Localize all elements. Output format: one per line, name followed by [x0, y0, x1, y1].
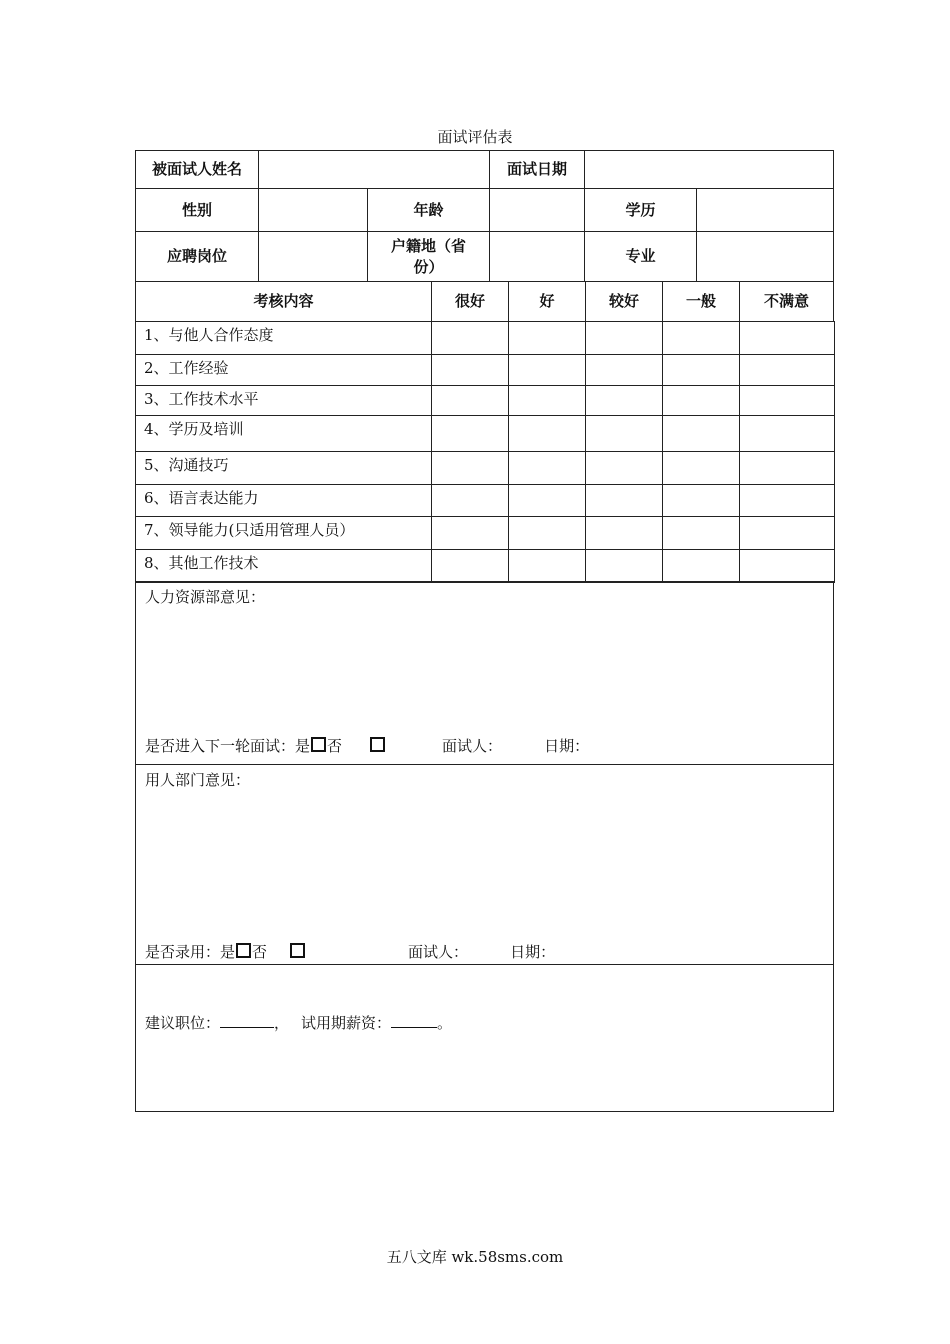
rating-cell[interactable]: [739, 321, 835, 355]
dept-no-checkbox[interactable]: [290, 943, 305, 958]
rating-cell[interactable]: [662, 549, 740, 583]
suggest-position-blank[interactable]: [220, 1015, 274, 1028]
rating-cell[interactable]: [508, 484, 586, 517]
rating-item-text: 8、其他工作技术: [144, 554, 259, 572]
page-title: 面试评估表: [437, 128, 513, 146]
label-major: [584, 231, 697, 282]
hr-opinion-label: 人力资源部意见：: [145, 588, 266, 606]
rating-item-text: 4、学历及培训: [144, 420, 244, 438]
rating-cell[interactable]: [508, 321, 586, 355]
rating-cell[interactable]: [508, 415, 586, 452]
rating-item-text: 3、工作技术水平: [144, 390, 259, 408]
rating-item-text: 6、语言表达能力: [144, 489, 259, 507]
suggest-comma: ，: [274, 1014, 290, 1032]
rating-cell[interactable]: [508, 354, 586, 386]
suggest-position-label: 建议职位：: [145, 1014, 221, 1032]
rating-cell[interactable]: [508, 385, 586, 416]
label-position-text: 应聘岗位: [166, 247, 227, 265]
field-position[interactable]: [258, 231, 368, 282]
hr-yes-label: 是: [295, 737, 311, 755]
rating-cell[interactable]: [662, 484, 740, 517]
rating-cell[interactable]: [585, 484, 663, 517]
rating-cell[interactable]: [431, 549, 509, 583]
label-gender-text: 性别: [181, 200, 212, 219]
rating-cell[interactable]: [431, 484, 509, 517]
label-interview-date-text: 面试日期: [506, 160, 567, 178]
rating-cell[interactable]: [585, 451, 663, 485]
col-header-very-good: [431, 281, 509, 322]
label-origin-text: 户籍地（省份）: [390, 236, 466, 276]
suggest-salary-label: 试用期薪资：: [301, 1014, 392, 1032]
col-header-average-text: 一般: [685, 292, 716, 310]
rating-item-text: 7、领导能力(只适用管理人员）: [144, 521, 355, 539]
label-age: [367, 188, 490, 232]
rating-cell[interactable]: [739, 415, 835, 452]
dept-interviewer-label: 面试人：: [408, 943, 469, 961]
rating-item-label: [135, 385, 432, 416]
label-origin: [367, 231, 490, 282]
rating-cell[interactable]: [585, 385, 663, 416]
rating-cell[interactable]: [662, 354, 740, 386]
rating-cell[interactable]: [431, 516, 509, 550]
rating-cell[interactable]: [431, 451, 509, 485]
hr-yes-checkbox[interactable]: [311, 737, 326, 752]
label-name: [135, 150, 259, 189]
col-header-fairly-good-text: 较好: [608, 292, 639, 310]
dept-hire-label: 是否录用：: [145, 943, 221, 961]
label-major-text: 专业: [625, 247, 656, 265]
dept-opinion-label: 用人部门意见：: [145, 771, 251, 789]
col-header-unsatisfied: [739, 281, 834, 322]
col-header-good-text: 好: [539, 292, 555, 310]
hr-opinion-section: [135, 581, 834, 765]
col-header-average: [662, 281, 740, 322]
rating-item-label: [135, 549, 432, 583]
field-gender[interactable]: [258, 188, 368, 232]
rating-cell[interactable]: [585, 516, 663, 550]
col-header-fairly-good: [585, 281, 663, 322]
dept-date-label: 日期：: [510, 943, 556, 961]
rating-cell[interactable]: [431, 385, 509, 416]
suggest-salary-blank[interactable]: [391, 1015, 437, 1028]
dept-yes-checkbox[interactable]: [236, 943, 251, 958]
col-header-good: [508, 281, 586, 322]
rating-cell[interactable]: [739, 451, 835, 485]
col-header-unsatisfied-text: 不满意: [763, 292, 809, 310]
hr-next-round-label: 是否进入下一轮面试：: [145, 737, 296, 755]
rating-item-label: [135, 451, 432, 485]
dept-hire-line: [145, 941, 555, 962]
rating-cell[interactable]: [585, 415, 663, 452]
hr-no-label: 否: [327, 737, 343, 755]
field-age[interactable]: [489, 188, 585, 232]
rating-cell[interactable]: [662, 516, 740, 550]
hr-date-label: 日期：: [544, 737, 590, 755]
label-name-text: 被面试人姓名: [151, 160, 242, 178]
rating-item-label: [135, 415, 432, 452]
hr-interviewer-label: 面试人：: [442, 737, 503, 755]
footer-watermark: 五八文库 wk.58sms.com: [386, 1248, 564, 1266]
label-interview-date: [489, 150, 585, 189]
rating-cell[interactable]: [739, 516, 835, 550]
rating-item-label: [135, 484, 432, 517]
hr-next-round-line: [145, 735, 589, 756]
rating-cell[interactable]: [585, 321, 663, 355]
rating-cell[interactable]: [585, 354, 663, 386]
col-header-content-text: 考核内容: [253, 292, 314, 310]
label-position: [135, 231, 259, 282]
field-name[interactable]: [258, 150, 490, 189]
rating-item-label: [135, 354, 432, 386]
rating-cell[interactable]: [662, 321, 740, 355]
rating-cell[interactable]: [431, 354, 509, 386]
field-origin[interactable]: [489, 231, 585, 282]
suggestion-line: [145, 1012, 452, 1033]
rating-item-text: 5、沟通技巧: [144, 456, 229, 474]
field-interview-date[interactable]: [584, 150, 834, 189]
label-education-text: 学历: [625, 200, 656, 219]
rating-cell[interactable]: [739, 484, 835, 517]
rating-item-text: 2、工作经验: [144, 359, 229, 377]
rating-cell[interactable]: [739, 549, 835, 583]
hr-no-checkbox[interactable]: [370, 737, 385, 752]
suggest-period: 。: [437, 1014, 453, 1032]
rating-cell[interactable]: [508, 549, 586, 583]
rating-cell[interactable]: [662, 415, 740, 452]
dept-no-label: 否: [252, 943, 268, 961]
rating-cell[interactable]: [508, 516, 586, 550]
label-education: [584, 188, 697, 232]
suggestion-section: [135, 964, 834, 1112]
rating-item-label: [135, 516, 432, 550]
col-header-very-good-text: 很好: [454, 292, 485, 310]
rating-cell[interactable]: [585, 549, 663, 583]
rating-item-label: [135, 321, 432, 355]
rating-cell[interactable]: [739, 354, 835, 386]
label-age-text: 年龄: [413, 200, 444, 219]
dept-yes-label: 是: [220, 943, 236, 961]
rating-cell[interactable]: [662, 385, 740, 416]
rating-cell[interactable]: [662, 451, 740, 485]
rating-cell[interactable]: [431, 415, 509, 452]
label-gender: [135, 188, 259, 232]
col-header-content: [135, 281, 432, 322]
rating-cell[interactable]: [431, 321, 509, 355]
rating-cell[interactable]: [739, 385, 835, 416]
field-education[interactable]: [696, 188, 834, 232]
dept-opinion-section: [135, 764, 834, 965]
field-major[interactable]: [696, 231, 834, 282]
rating-item-text: 1、与他人合作态度: [144, 326, 274, 344]
rating-cell[interactable]: [508, 451, 586, 485]
